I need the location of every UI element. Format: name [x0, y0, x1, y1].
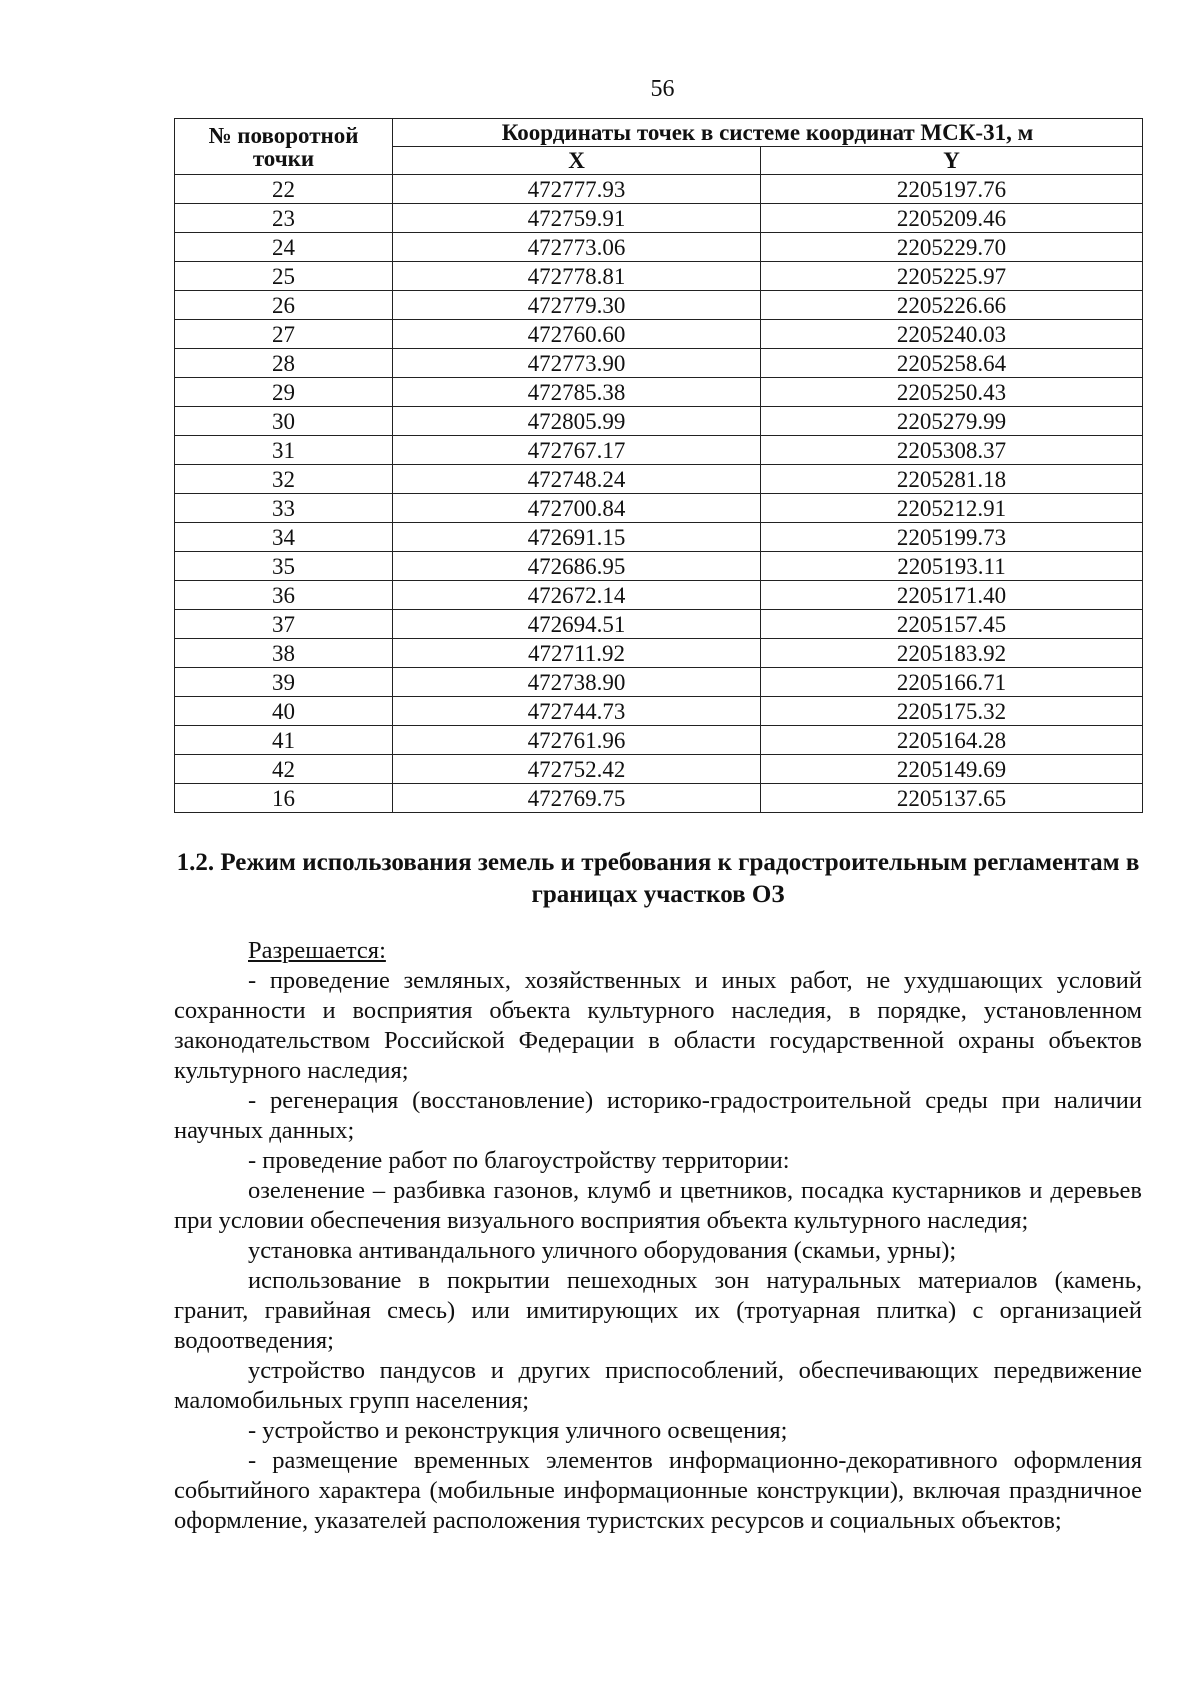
cell-y: 2205250.43 — [761, 378, 1143, 407]
cell-y: 2205183.92 — [761, 639, 1143, 668]
section-title: 1.2. Режим использования земель и требования к градостроительным регламентам в границах участков ОЗ — [176, 849, 1140, 908]
cell-x: 472738.90 — [393, 668, 761, 697]
cell-x: 472744.73 — [393, 697, 761, 726]
cell-point-number: 39 — [175, 668, 393, 697]
cell-point-number: 36 — [175, 581, 393, 610]
cell-point-number: 32 — [175, 465, 393, 494]
cell-y: 2205258.64 — [761, 349, 1143, 378]
cell-x: 472773.90 — [393, 349, 761, 378]
cell-y: 2205149.69 — [761, 755, 1143, 784]
cell-y: 2205193.11 — [761, 552, 1143, 581]
cell-y: 2205197.76 — [761, 175, 1143, 204]
table-row — [175, 436, 1143, 465]
cell-x: 472779.30 — [393, 291, 761, 320]
table-row — [175, 407, 1143, 436]
cell-y: 2205199.73 — [761, 523, 1143, 552]
table-row — [175, 610, 1143, 639]
lead-paragraph: Разрешается: — [248, 937, 386, 964]
cell-point-number: 38 — [175, 639, 393, 668]
cell-x: 472711.92 — [393, 639, 761, 668]
table-row — [175, 523, 1143, 552]
cell-point-number: 28 — [175, 349, 393, 378]
cell-y: 2205240.03 — [761, 320, 1143, 349]
body-paragraph: устройство пандусов и других приспособлений, обеспечивающих передвижение маломобильных групп населения; — [174, 1357, 1142, 1414]
cell-point-number: 23 — [175, 204, 393, 233]
cell-point-number: 27 — [175, 320, 393, 349]
cell-x: 472759.91 — [393, 204, 761, 233]
body-paragraph: - размещение временных элементов информационно-декоративного оформления событийного характера (мобильные информационные конструкции), включая праздничное оформление, указателей расположения туристских ресурсов и социальных объектов; — [174, 1447, 1142, 1534]
cell-x: 472767.17 — [393, 436, 761, 465]
cell-x: 472785.38 — [393, 378, 761, 407]
table-row — [175, 726, 1143, 755]
cell-x: 472773.06 — [393, 233, 761, 262]
body-paragraph: установка антивандального уличного оборудования (скамьи, урны); — [248, 1237, 957, 1264]
table-row — [175, 465, 1143, 494]
cell-point-number: 41 — [175, 726, 393, 755]
cell-y: 2205226.66 — [761, 291, 1143, 320]
cell-point-number: 16 — [175, 784, 393, 813]
coordinates-table — [174, 118, 1143, 813]
cell-point-number: 31 — [175, 436, 393, 465]
cell-point-number: 22 — [175, 175, 393, 204]
header-point-number: № поворотной точки — [175, 119, 393, 175]
cell-x: 472778.81 — [393, 262, 761, 291]
cell-y: 2205209.46 — [761, 204, 1143, 233]
cell-x: 472777.93 — [393, 175, 761, 204]
cell-x: 472748.24 — [393, 465, 761, 494]
cell-y: 2205164.28 — [761, 726, 1143, 755]
cell-x: 472760.60 — [393, 320, 761, 349]
table-row — [175, 204, 1143, 233]
cell-y: 2205308.37 — [761, 436, 1143, 465]
cell-y: 2205229.70 — [761, 233, 1143, 262]
table-row — [175, 697, 1143, 726]
cell-y: 2205175.32 — [761, 697, 1143, 726]
body-paragraph: - проведение земляных, хозяйственных и иных работ, не ухудшающих условий сохранности и восприятия объекта культурного наследия, в порядке, установленном законодательством Российской Федерации в области государственной охраны объектов культурного наследия; — [174, 967, 1142, 1084]
cell-point-number: 37 — [175, 610, 393, 639]
cell-x: 472694.51 — [393, 610, 761, 639]
body-text — [174, 936, 1142, 1536]
cell-x: 472769.75 — [393, 784, 761, 813]
cell-x: 472761.96 — [393, 726, 761, 755]
cell-point-number: 34 — [175, 523, 393, 552]
body-paragraph: - устройство и реконструкция уличного освещения; — [248, 1417, 788, 1444]
cell-point-number: 30 — [175, 407, 393, 436]
cell-x: 472691.15 — [393, 523, 761, 552]
table-row — [175, 349, 1143, 378]
page-number: 56 — [650, 76, 675, 102]
cell-y: 2205281.18 — [761, 465, 1143, 494]
cell-point-number: 26 — [175, 291, 393, 320]
cell-y: 2205137.65 — [761, 784, 1143, 813]
header-coordinates-title: Координаты точек в системе координат МСК-31, м — [393, 119, 1143, 147]
cell-y: 2205166.71 — [761, 668, 1143, 697]
table-row — [175, 494, 1143, 523]
header-x: X — [393, 147, 761, 175]
body-paragraph: озеленение – разбивка газонов, клумб и цветников, посадка кустарников и деревьев при условии обеспечения визуального восприятия объекта культурного наследия; — [174, 1177, 1142, 1234]
table-row — [175, 378, 1143, 407]
body-paragraph: использование в покрытии пешеходных зон натуральных материалов (камень, гранит, гравийная смесь) или имитирующих их (тротуарная плитка) с организацией водоотведения; — [174, 1267, 1142, 1354]
cell-x: 472805.99 — [393, 407, 761, 436]
cell-point-number: 24 — [175, 233, 393, 262]
table-row — [175, 552, 1143, 581]
body-paragraph: - проведение работ по благоустройству территории: — [248, 1147, 790, 1174]
table-row — [175, 320, 1143, 349]
cell-y: 2205212.91 — [761, 494, 1143, 523]
cell-point-number: 25 — [175, 262, 393, 291]
cell-x: 472672.14 — [393, 581, 761, 610]
cell-point-number: 42 — [175, 755, 393, 784]
cell-point-number: 35 — [175, 552, 393, 581]
table-row — [175, 233, 1143, 262]
cell-x: 472752.42 — [393, 755, 761, 784]
table-row — [175, 755, 1143, 784]
header-y: Y — [761, 147, 1143, 175]
cell-point-number: 40 — [175, 697, 393, 726]
table-body — [175, 175, 1143, 813]
cell-point-number: 29 — [175, 378, 393, 407]
paragraph-list — [174, 966, 1142, 1536]
cell-y: 2205225.97 — [761, 262, 1143, 291]
table-row — [175, 784, 1143, 813]
cell-y: 2205279.99 — [761, 407, 1143, 436]
table-row — [175, 175, 1143, 204]
body-paragraph: - регенерация (восстановление) историко-градостроительной среды при наличии научных данных; — [174, 1087, 1142, 1144]
table-row — [175, 291, 1143, 320]
table-row — [175, 262, 1143, 291]
table-row — [175, 581, 1143, 610]
table-row — [175, 668, 1143, 697]
cell-x: 472686.95 — [393, 552, 761, 581]
cell-y: 2205157.45 — [761, 610, 1143, 639]
cell-y: 2205171.40 — [761, 581, 1143, 610]
cell-point-number: 33 — [175, 494, 393, 523]
cell-x: 472700.84 — [393, 494, 761, 523]
table-row — [175, 639, 1143, 668]
